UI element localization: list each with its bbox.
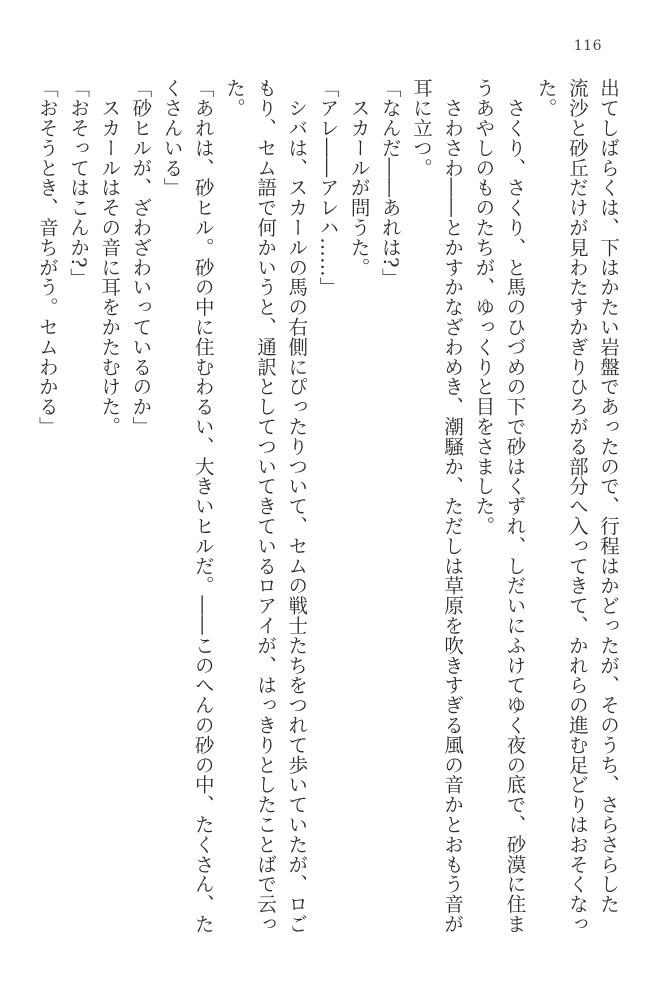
text-line: 耳に立つ。: [409, 78, 433, 178]
text-line: 「あれは、砂ヒル。砂の中に住むわるい、大きいヒルだ。――このへんの砂の中、たくさん、た: [191, 78, 215, 934]
text-line: 「おそってはこんか?」: [67, 78, 91, 288]
text-line: もり、セム語で何かいうと、通訳としてついてきているロアイが、はっきりとしたことばで云っ: [254, 78, 278, 934]
text-line: 「なんだ――あれは?」: [378, 78, 402, 288]
text-line: うあやしのものたちが、ゆっくりと目をさました。: [472, 78, 496, 536]
page-number: 116: [573, 38, 602, 54]
text-line: スカールはその音に耳をかたむけた。: [98, 78, 122, 437]
text-line: シバは、スカールの馬の右側にぴったりついて、セムの戦士たちをつれて歩いていたが、ロご: [285, 78, 309, 934]
text-line: 流沙と砂丘だけが見わたすかぎりひろがる部分へ入ってきて、かれらの進む足どりはおそくなっ: [565, 78, 589, 934]
vertical-text-body: [35, 78, 620, 958]
text-line: さくり、さくり、と馬のひづめの下で砂はくずれ、しだいにふけてゆく夜の底で、砂漠に住ま: [503, 78, 527, 934]
text-line: た。: [534, 78, 558, 118]
text-line: た。: [222, 78, 246, 118]
text-line: 「アレ――アレハ……」: [316, 78, 340, 297]
text-line: スカールが問うた。: [347, 78, 371, 277]
text-line: 「砂ヒルが、ざわざわいっているのか」: [129, 78, 153, 437]
text-line: 「おそうとき、音ちがう。セムわかる」: [35, 78, 59, 437]
text-line: 出てしばらくは、下はかたい岩盤であったので、行程はかどったが、そのうち、さらさらした: [597, 78, 620, 914]
text-line: さわさわ――とかすかなざわめき、潮騒か、ただしは草原を吹きすぎる風の音かとおもう音が: [441, 78, 465, 934]
text-line: くさんいる」: [160, 78, 184, 198]
